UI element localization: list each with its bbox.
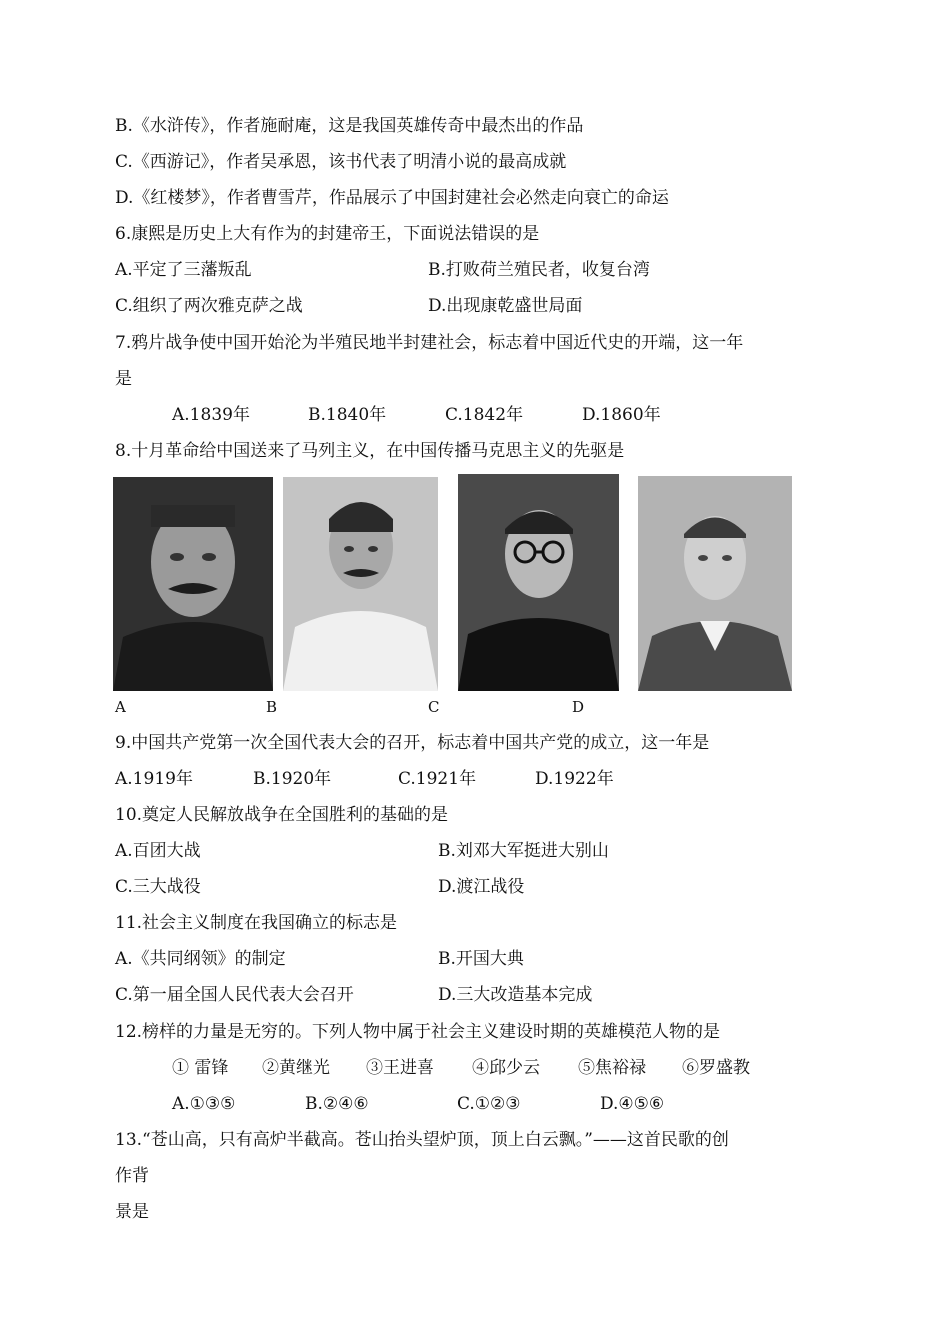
option-10a: A.百团大战 (115, 841, 201, 861)
question-7-cont: 是 (115, 369, 132, 389)
option-12a: A.①③⑤ (172, 1094, 236, 1114)
question-9: 9.中国共产党第一次全国代表大会的召开，标志着中国共产党的成立，这一年是 (115, 733, 710, 753)
question-7: 7.鸦片战争使中国开始沦为半殖民地半封建社会，标志着中国近代史的开端，这一年 (115, 333, 744, 353)
question-13-cont-2: 景是 (115, 1202, 149, 1222)
portrait-photo-a (113, 477, 273, 691)
option-6d: D.出现康乾盛世局面 (428, 296, 583, 316)
option-5b: B.《水浒传》，作者施耐庵，这是我国英雄传奇中最杰出的作品 (115, 116, 584, 136)
option-7d: D.1860年 (582, 405, 661, 425)
photo-label-b: B (266, 698, 278, 716)
question-10: 10.奠定人民解放战争在全国胜利的基础的是 (115, 805, 449, 825)
option-10c: C.三大战役 (115, 877, 201, 897)
option-11b: B.开国大典 (438, 949, 524, 969)
option-10b: B.刘邓大军挺进大别山 (438, 841, 609, 861)
photo-label-d: D (572, 698, 585, 716)
option-5c: C.《西游记》，作者吴承恩，该书代表了明清小说的最高成就 (115, 152, 567, 172)
option-9b: B.1920年 (253, 769, 332, 789)
person-3: ③王进喜 (366, 1058, 434, 1078)
portrait-photo-d (638, 476, 792, 691)
question-6: 6.康熙是历史上大有作为的封建帝王，下面说法错误的是 (115, 224, 540, 244)
option-11d: D.三大改造基本完成 (438, 985, 593, 1005)
option-9c: C.1921年 (398, 769, 477, 789)
option-6a: A.平定了三藩叛乱 (115, 260, 252, 280)
option-12b: B.②④⑥ (305, 1094, 369, 1114)
option-6b: B.打败荷兰殖民者，收复台湾 (428, 260, 650, 280)
question-13: 13.“苍山高，只有高炉半截高。苍山抬头望炉顶，顶上白云飘。”——这首民歌的创 (115, 1130, 729, 1150)
option-9a: A.1919年 (115, 769, 193, 789)
person-6: ⑥罗盛教 (682, 1058, 750, 1078)
option-9d: D.1922年 (535, 769, 614, 789)
question-13-cont: 作背 (115, 1166, 149, 1186)
question-11: 11.社会主义制度在我国确立的标志是 (115, 913, 398, 933)
option-12c: C.①②③ (457, 1094, 521, 1114)
portrait-photo-b (283, 477, 438, 691)
option-11c: C.第一届全国人民代表大会召开 (115, 985, 354, 1005)
photo-label-c: C (428, 698, 440, 716)
option-7c: C.1842年 (445, 405, 524, 425)
person-2: ②黄继光 (262, 1058, 330, 1078)
option-12d: D.④⑤⑥ (600, 1094, 665, 1114)
option-7a: A.1839年 (172, 405, 250, 425)
portrait-photo-c (458, 474, 619, 691)
person-4: ④邱少云 (472, 1058, 540, 1078)
person-5: ⑤焦裕禄 (578, 1058, 646, 1078)
option-10d: D.渡江战役 (438, 877, 525, 897)
photo-label-a: A (115, 698, 126, 716)
option-7b: B.1840年 (308, 405, 387, 425)
person-1: ① 雷锋 (172, 1058, 229, 1078)
option-5d: D.《红楼梦》，作者曹雪芹，作品展示了中国封建社会必然走向衰亡的命运 (115, 188, 669, 208)
option-11a: A.《共同纲领》的制定 (115, 949, 286, 969)
option-6c: C.组织了两次雅克萨之战 (115, 296, 303, 316)
question-12: 12.榜样的力量是无穷的。下列人物中属于社会主义建设时期的英雄模范人物的是 (115, 1022, 721, 1042)
question-8: 8.十月革命给中国送来了马列主义，在中国传播马克思主义的先驱是 (115, 441, 625, 461)
